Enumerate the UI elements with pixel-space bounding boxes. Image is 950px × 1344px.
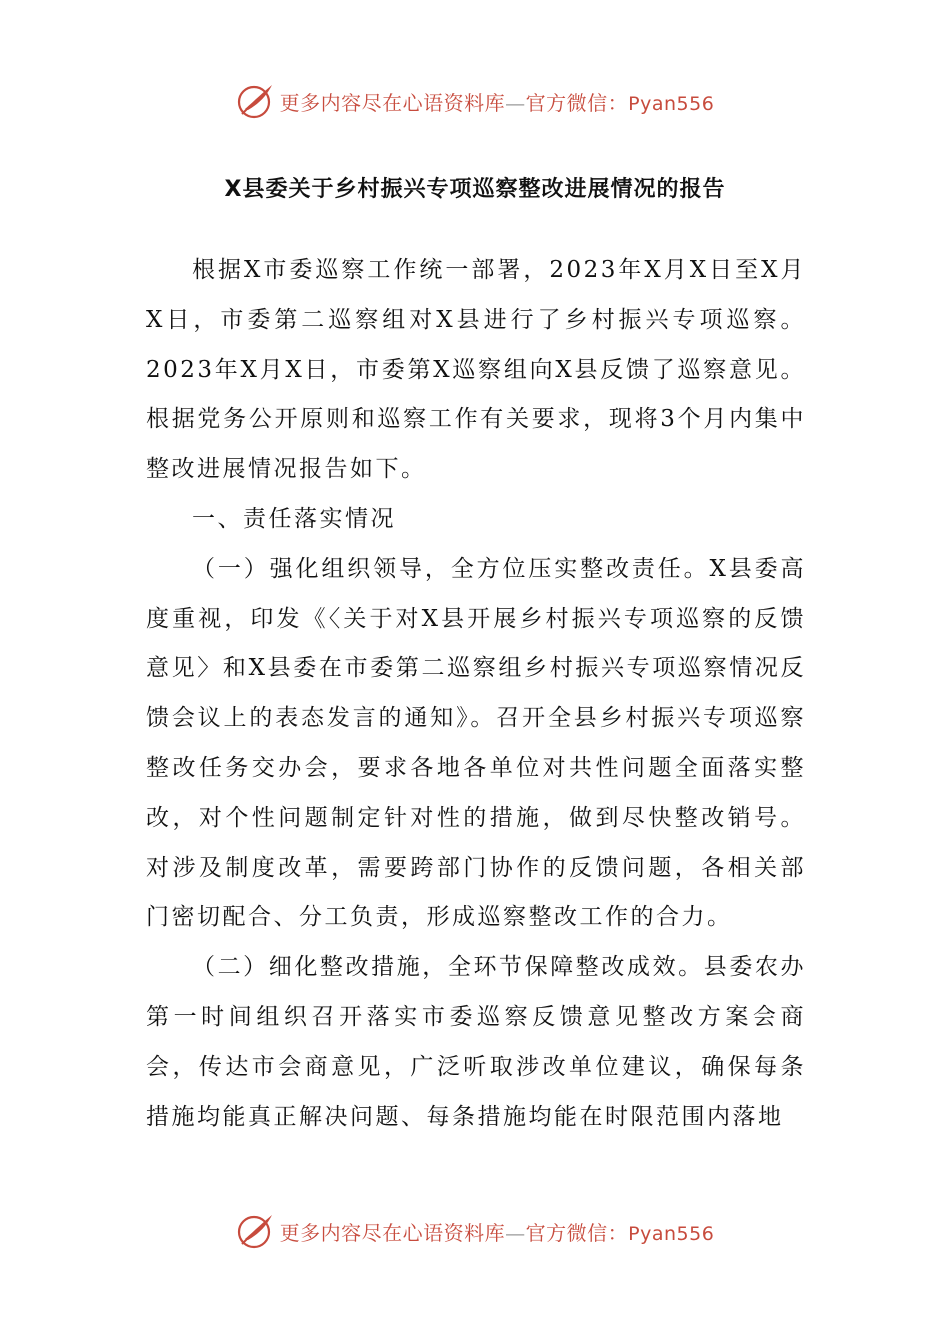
paragraph-intro: 根据X市委巡察工作统一部署，2023年X月X日至X月X日，市委第二巡察组对X县进行了乡村振兴专项巡察。2023年X月X日，市委第X巡察组向X县反馈了巡察意见。根据党务公开原则和巡察工作有关要求，现将3个月内集中整改进展情况报告如下。 bbox=[146, 257, 806, 483]
watermark-text: 更多内容尽在心语资料库 bbox=[279, 90, 506, 115]
quill-logo-icon bbox=[236, 81, 276, 121]
watermark-wechat-id: Pyan556 bbox=[628, 92, 715, 115]
paragraph-subsection-1: （一）强化组织领导，全方位压实整改责任。X县委高度重视，印发《〈关于对X县开展乡村振兴专项巡察的反馈意见〉和X县委在市委第二巡察组乡村振兴专项巡察情况反馈会议上的表态发言的通知》。召开全县乡村振兴专项巡察整改任务交办会，要求各地各单位对共性问题全面落实整改，对个性问题制定针对性的措施，做到尽快整改销号。对涉及制度改革，需要跨部门协作的反馈问题，各相关部门密切配合、分工负责，形成巡察整改工作的合力。 bbox=[146, 555, 806, 931]
document-body bbox=[146, 246, 806, 1142]
watermark-text: 更多内容尽在心语资料库 bbox=[279, 1220, 506, 1245]
watermark-wechat-label: 官方微信： bbox=[525, 1220, 629, 1245]
header-watermark bbox=[0, 76, 950, 126]
document-title: X县委关于乡村振兴专项巡察整改进展情况的报告 bbox=[224, 177, 726, 202]
quill-logo-icon bbox=[236, 1211, 276, 1251]
section-heading-1: 一、责任落实情况 bbox=[192, 505, 396, 532]
watermark-separator: — bbox=[505, 90, 526, 115]
paragraph-subsection-2: （二）细化整改措施，全环节保障整改成效。县委农办第一时间组织召开落实市委巡察反馈意见整改方案会商会，传达市会商意见，广泛听取涉改单位建议，确保每条措施均能真正解决问题、每条措施均能在时限范围内落地 bbox=[146, 954, 806, 1130]
watermark-wechat-label: 官方微信： bbox=[525, 90, 629, 115]
watermark-wechat-id: Pyan556 bbox=[628, 1222, 715, 1245]
watermark-separator: — bbox=[505, 1220, 526, 1245]
footer-watermark bbox=[0, 1206, 950, 1256]
